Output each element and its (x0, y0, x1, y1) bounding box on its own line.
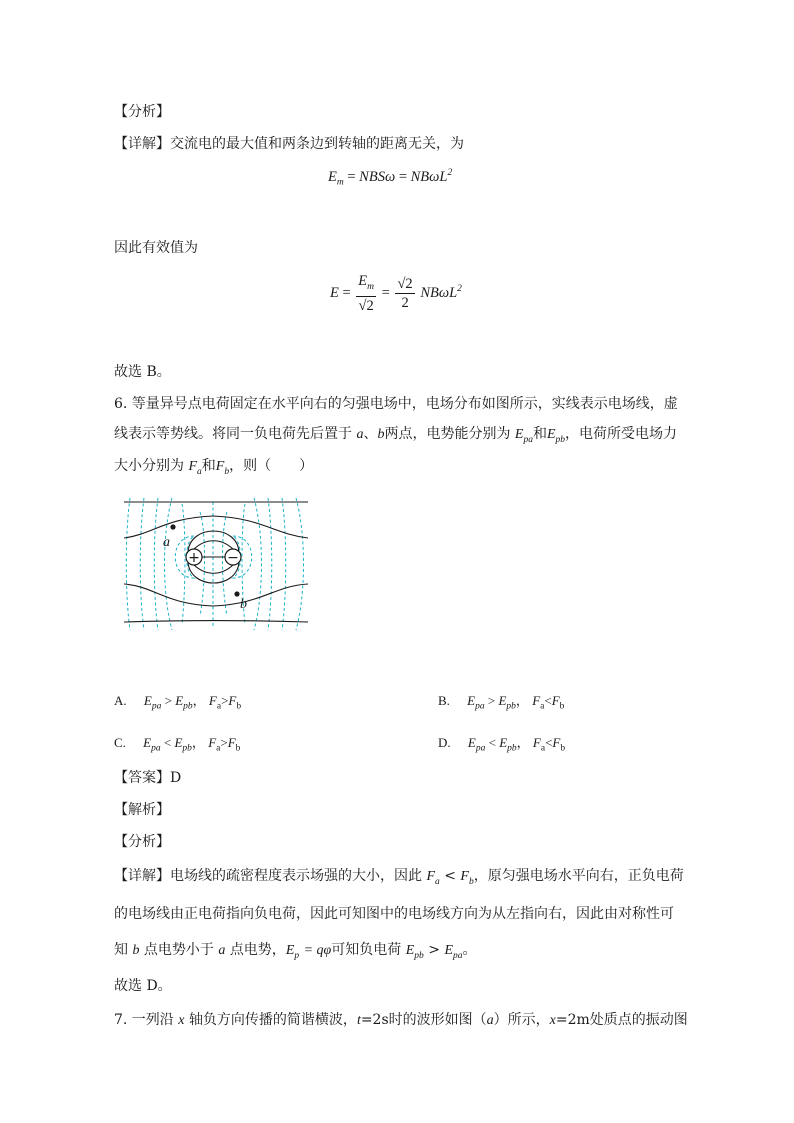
positive-charge-sign: + (188, 550, 200, 566)
answer-heading: 【答案】 (114, 770, 170, 786)
q6-detail-line1: 【详解】电场线的疏密程度表示场强的大小，因此 $F_a < F_b$，原匀强电场水平向右，正负电荷 (114, 868, 684, 887)
q6-stem-line1: 6. 等量异号点电荷固定在水平向右的匀强电场中，电场分布如图所示，实线表示电场线，虚 (114, 396, 678, 412)
detail-paragraph (114, 134, 464, 154)
equipotential-line (182, 504, 185, 624)
option-a[interactable]: A. $E_{pa} > E_{pb}$， $F_a>F_b$ (114, 693, 242, 712)
q6-detail-line2: 的电场线由正电荷指向负电荷，因此可知图中的电场线方向为从左指向右，因此由对称性可 (114, 906, 674, 922)
equipotential-line (282, 498, 286, 630)
equipotential-line (126, 498, 130, 630)
q6-analysis-heading: 【分析】 (114, 834, 170, 850)
equipotential-line (140, 498, 144, 630)
answer-value: D (170, 770, 182, 786)
point-b-dot (234, 591, 239, 596)
q6-conclusion: 故选 D。 (114, 978, 172, 994)
answer-line (114, 768, 181, 788)
equipotential-line (254, 498, 262, 630)
solution-heading: 【解析】 (114, 802, 170, 818)
equipotential-line (296, 498, 304, 630)
point-b-label: b (240, 597, 247, 612)
equipotential-line (268, 498, 272, 630)
field-lines (124, 502, 308, 622)
equipotential-line (165, 498, 173, 630)
field-line (124, 516, 308, 538)
option-c[interactable]: C. $E_{pa} < E_{pb}$， $F_a>F_b$ (114, 735, 241, 754)
q6-detail-line3: 知 b 点电势小于 a 点电势，$E_p = q\varphi$可知负电荷 $E_{pb} > E_{pa}$。 (114, 942, 477, 961)
equipotential-line (200, 512, 205, 616)
equipotential-lines (126, 498, 303, 630)
equipotential-line (154, 498, 158, 630)
electric-field-figure (124, 494, 308, 634)
q6-stem-line3: 大小分别为 $F_a$和$F_b$，则（ ） (114, 458, 314, 477)
q7-stem: 7. 一列沿 x 轴负方向传播的简谐横波，t=2s时的波形如图（a）所示，x=2m处质点的振动图 (114, 1012, 688, 1028)
point-a-dot (170, 524, 175, 529)
effective-value-text: 因此有效值为 (114, 240, 198, 256)
q6-stem-line2: 线表示等势线。将同一负电荷先后置于 a、b两点，电势能分别为 $E_{pa}$和$E_{pb}$，电荷所受电场力 (114, 426, 678, 445)
analysis-heading: 【分析】 (114, 104, 170, 120)
negative-charge-sign: − (227, 550, 239, 566)
field-line (124, 621, 308, 623)
fraction-em-over-root2: $\frac{E_m}{√2}$ (358, 273, 375, 314)
option-d[interactable]: D. $E_{pa} < E_{pb}$， $F_a<F_b$ (438, 735, 566, 754)
fraction-root2-over-2: $\frac{√2}{2}$ (397, 275, 413, 311)
option-b[interactable]: B. $E_{pa} > E_{pb}$， $F_a<F_b$ (438, 693, 565, 712)
q5-conclusion: 故选 B。 (114, 364, 171, 380)
equation-effective-emf: E = $\frac{E_m}{√2}$ = $\frac{√2}{2}$ NBωL$^2$ (330, 273, 462, 314)
detail-heading: 【详解】 (114, 136, 170, 152)
field-line (124, 584, 308, 606)
point-a-label: a (163, 535, 170, 550)
equation-max-emf: $E_m = NBS\omega = NB\omega L^2$ (328, 168, 453, 188)
detail-text: 交流电的最大值和两条边到转轴的距离无关，为 (170, 136, 464, 152)
